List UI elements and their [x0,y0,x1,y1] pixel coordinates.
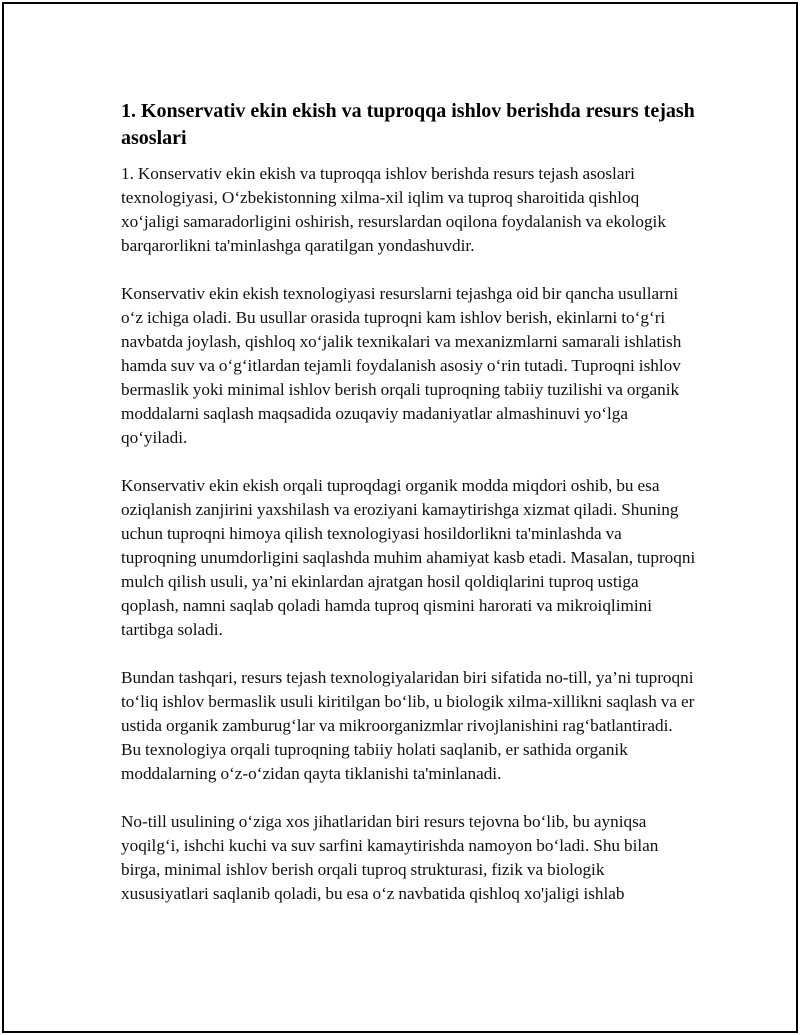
paragraph-5: No-till usulining o‘ziga xos jihatlaridan biri resurs tejovna bo‘lib, bu ayniqsa yoqilg‘i, ishchi kuchi va suv sarfini kamaytirishda namoyon bo‘ladi. Shu bilan birga, minimal ishlov berish orqali tuproq strukturasi, fizik va biologik xususiyatlari saqlanib qoladi, bu esa o‘z navbatida qishloq xo'jaligi ishlab [121,812,659,903]
paragraph-3: Konservativ ekin ekish orqali tuproqdagi organik modda miqdori oshib, bu esa oziqlanish zanjirini yaxshilash va eroziyani kamaytirishga xizmat qiladi. Shuning uchun tuproqni himoya qilish texnologiyasi hosildorlikni ta'minlashda va tuproqning unumdorligini saqlashda muhim ahamiyat kasb etadi. Masalan, tuproqni mulch qilish usuli, ya’ni ekinlardan ajratgan hosil qoldiqlarini tuproq ustiga qoplash, namni saqlab qoladi hamda tuproq qismini harorati va mikroiqlimini tartibga soladi. [121,476,696,639]
section-heading: 1. Konservativ ekin ekish va tuproqqa ishlov berishda resurs tejash asoslari [121,100,695,149]
paragraph-4: Bundan tashqari, resurs tejash texnologiyalaridan biri sifatida no-till, ya’ni tuproqni to‘liq ishlov bermaslik usuli kiritilgan bo‘lib, u biologik xilma-xillikni saqlash va er ustida organik zamburug‘lar va mikroorganizmlar rivojlanishini rag‘batlantiradi. Bu texnologiya orqali tuproqning tabiiy holati saqlanib, er sathida organik moddalarning o‘z-o‘zidan qayta tiklanishi ta'minlanadi. [121,668,695,783]
document-body [121,98,696,930]
page-frame [2,2,798,1033]
paragraph-2: Konservativ ekin ekish texnologiyasi resurslarni tejashga oid bir qancha usullarni o‘z ichiga oladi. Bu usullar orasida tuproqni kam ishlov berish, ekinlarni to‘g‘ri navbatda joylash, qishloq xo‘jalik texnikalari va mexanizmlarni samarali ishlatish hamda suv va o‘g‘itlardan tejamli foydalanish asosiy o‘rin tutadi. Tuproqni ishlov bermaslik yoki minimal ishlov berish orqali tuproqning tabiiy tuzilishi va organik moddalarni saqlash maqsadida ozuqaviy madaniyatlar almashinuvi yo‘lga qo‘yiladi. [121,284,682,447]
paragraph-1: 1. Konservativ ekin ekish va tuproqqa ishlov berishda resurs tejash asoslari texnologiyasi, O‘zbekistonning xilma-xil iqlim va tuproq sharoitida qishloq xo‘jaligi samaradorligini oshirish, resurslardan oqilona foydalanish va ekologik barqarorlikni ta'minlashga qaratilgan yondashuvdir. [121,164,666,255]
